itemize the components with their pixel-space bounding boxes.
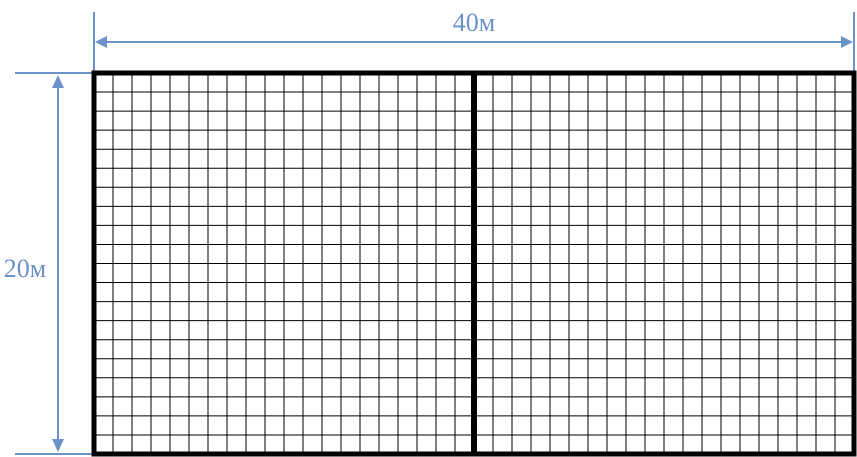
width-dimension (94, 8, 854, 72)
height-arrow-bottom-icon (52, 439, 64, 452)
width-label: 40м (452, 8, 496, 37)
height-label: 20м (3, 254, 47, 283)
width-arrow-left-icon (95, 36, 107, 48)
height-dimension (0, 73, 94, 454)
height-arrow-top-icon (52, 75, 64, 88)
width-arrow-right-icon (841, 36, 853, 48)
